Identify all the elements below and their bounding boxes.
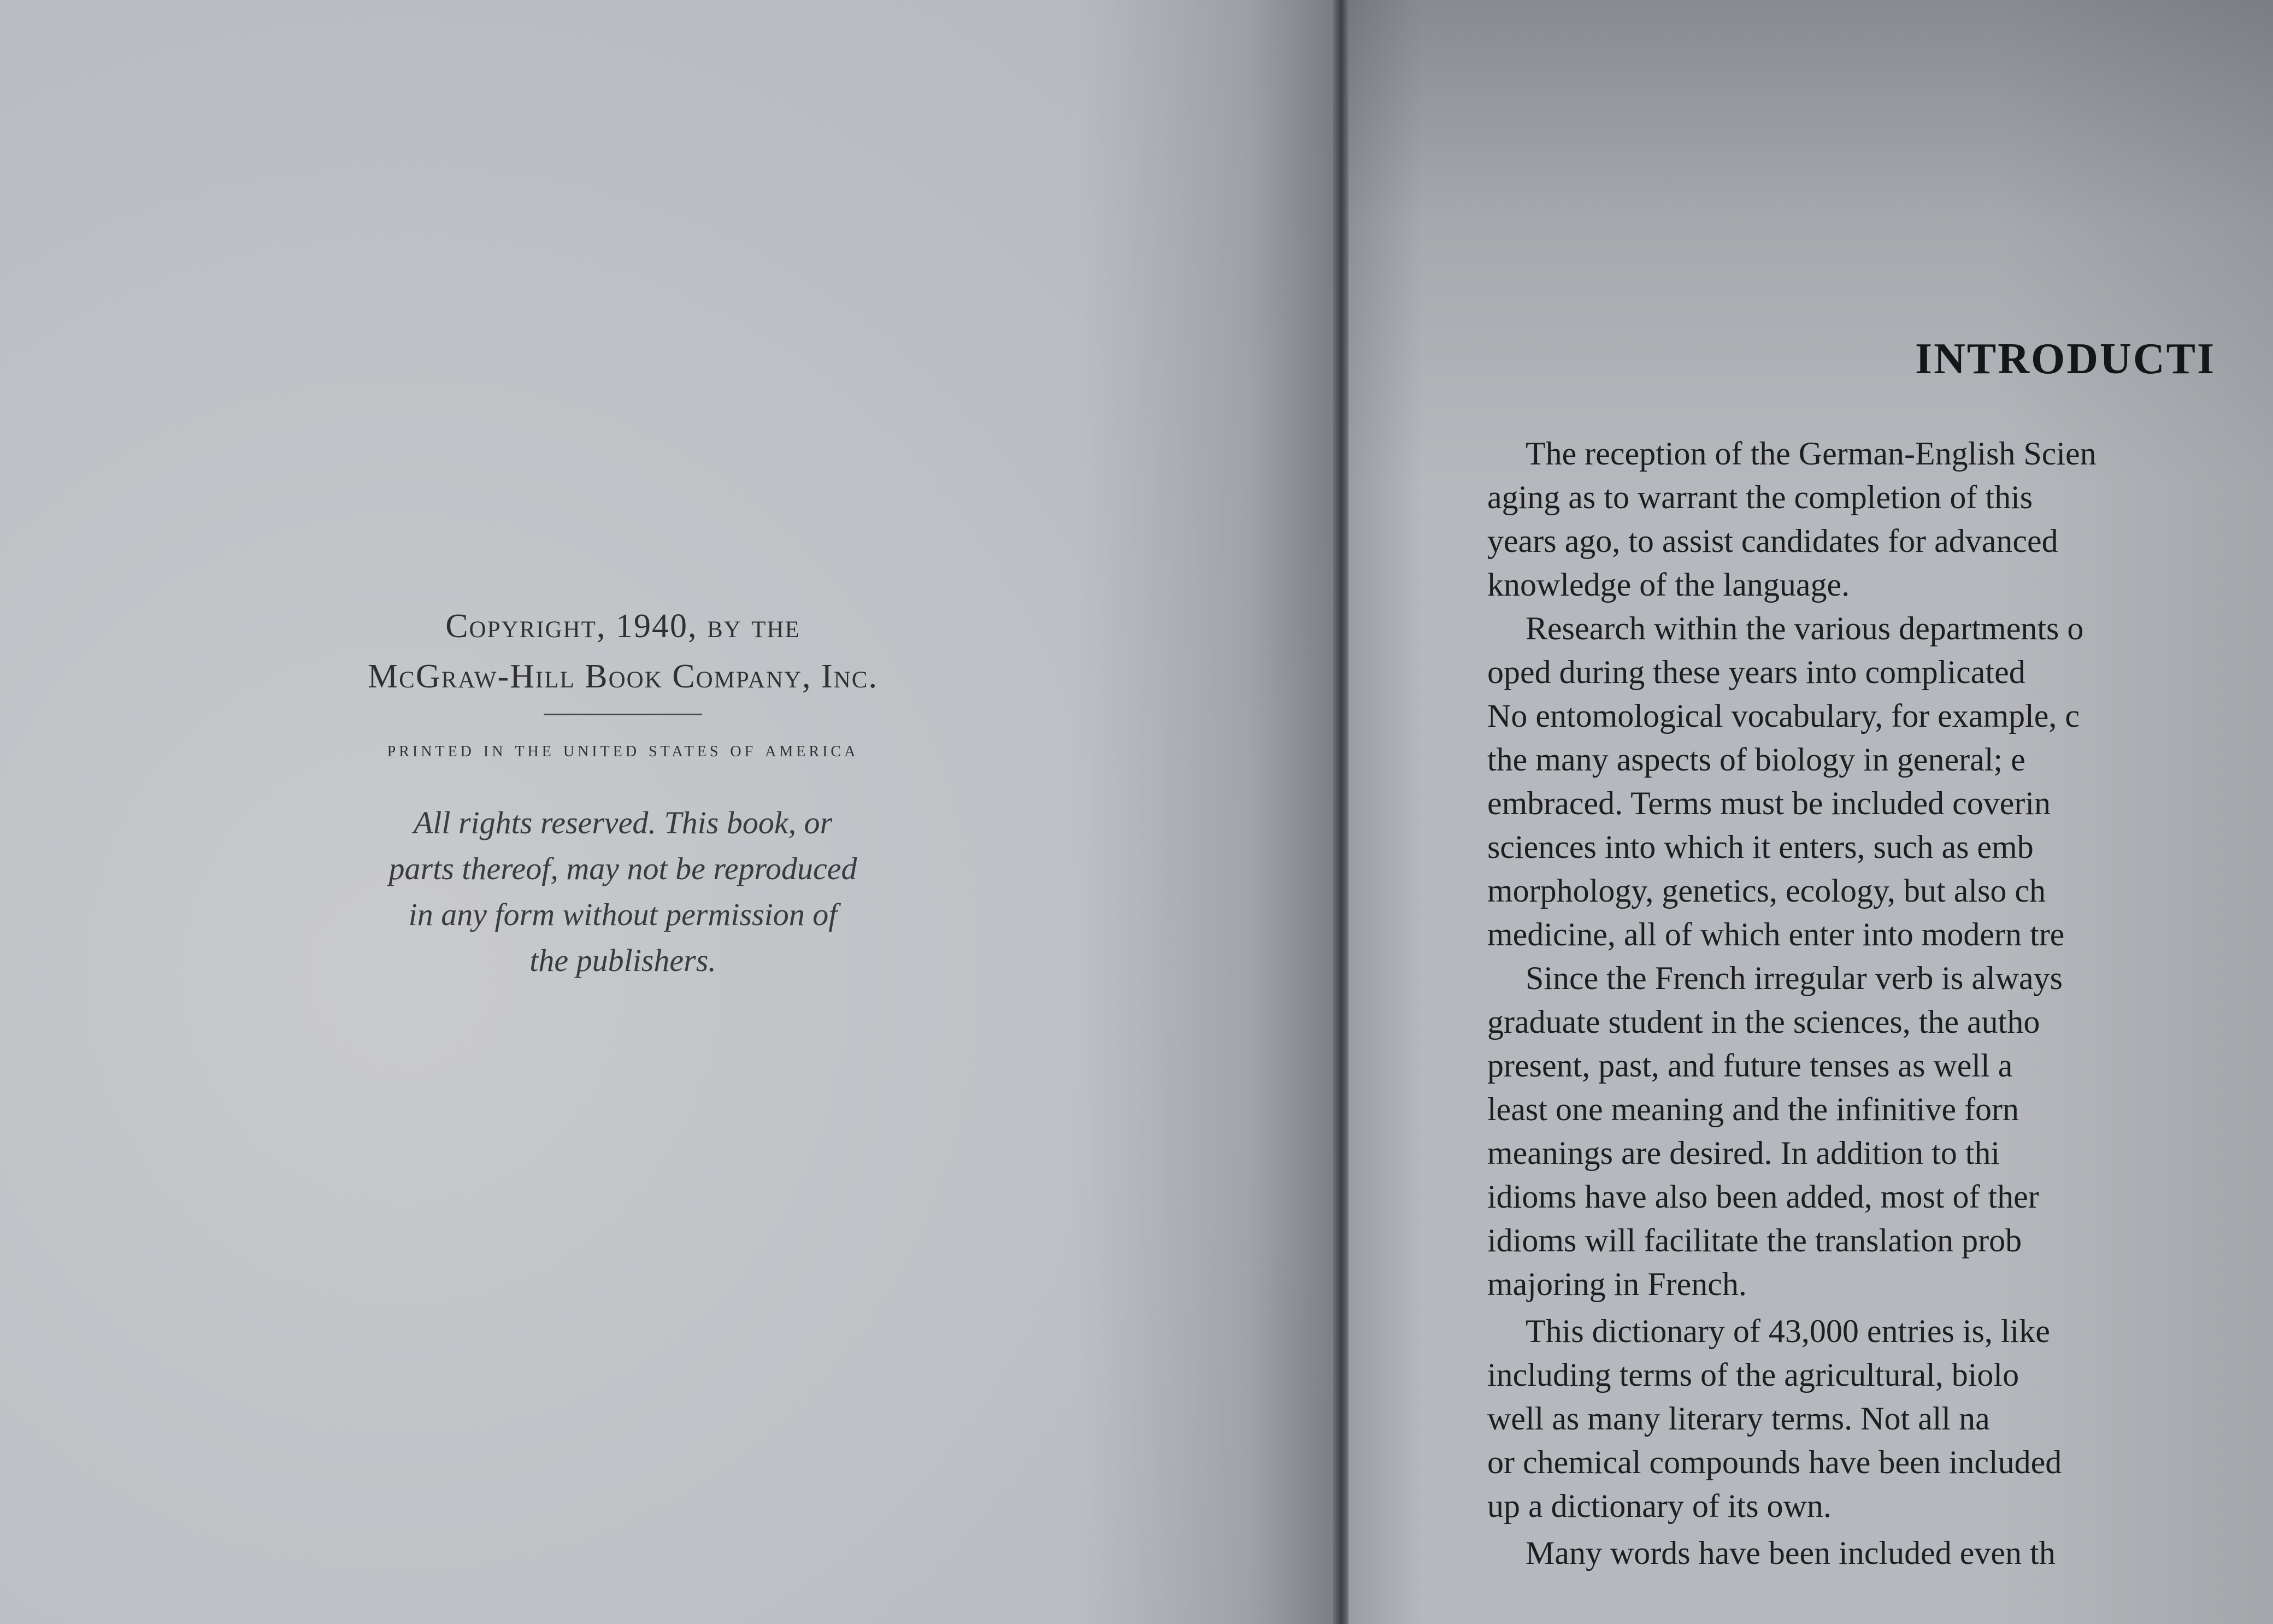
text-line: well as many literary terms. Not all na [1487,1401,1990,1437]
copyright-line-2: McGraw-Hill Book Company, Inc. [368,658,878,695]
text-line: oped during these years into complicated [1487,654,2025,690]
text-line: including terms of the agricultural, biolo [1487,1357,2019,1393]
text-line: graduate student in the sciences, the autho [1487,1004,2040,1040]
text-line: idioms will facilitate the translation prob [1487,1222,2022,1258]
text-line: knowledge of the language. [1487,567,1850,603]
divider-rule [544,714,702,715]
printed-in-line: printed in the united states of america [387,737,859,761]
book-gutter [1333,0,1350,1624]
text-line: morphology, genetics, ecology, but also ch [1487,873,2046,909]
text-line: present, past, and future tenses as well a [1487,1048,2013,1084]
rights-line: the publishers. [529,943,716,978]
introduction-heading: INTRODUCTI [1915,335,2216,383]
text-line: medicine, all of which enter into modern tre [1487,916,2065,952]
text-line: majoring in French. [1487,1266,1747,1302]
text-line: This dictionary of 43,000 entries is, like [1526,1313,2050,1349]
text-line: least one meaning and the infinitive forn [1487,1091,2019,1127]
copyright-line-1: Copyright, 1940, by the [445,608,800,645]
text-line: aging as to warrant the completion of this [1487,479,2033,515]
text-line: meanings are desired. In addition to thi [1487,1135,2000,1171]
rights-line: All rights reserved. This book, or [413,805,833,840]
rights-line: in any form without permission of [408,897,838,932]
text-line: sciences into which it enters, such as emb [1487,829,2034,865]
text-line: No entomological vocabulary, for example, c [1487,698,2080,734]
text-line: Since the French irregular verb is always [1526,960,2063,996]
rights-notice [333,800,912,984]
text-line: up a dictionary of its own. [1487,1488,1832,1524]
text-line: or chemical compounds have been included [1487,1444,2062,1480]
text-line: The reception of the German-English Scien [1526,436,2097,472]
text-line: Research within the various departments o [1526,610,2084,646]
copyright-block [229,601,1016,984]
text-line: idioms have also been added, most of ther [1487,1179,2039,1215]
right-page [1349,0,2273,1624]
text-line: the many aspects of biology in general; e [1487,742,2025,778]
rights-line: parts thereof, may not be reproduced [388,851,857,886]
text-line: years ago, to assist candidates for advanced [1487,523,2058,559]
text-line: Many words have been included even th [1526,1535,2056,1571]
text-line: embraced. Terms must be included coverin [1487,785,2051,821]
